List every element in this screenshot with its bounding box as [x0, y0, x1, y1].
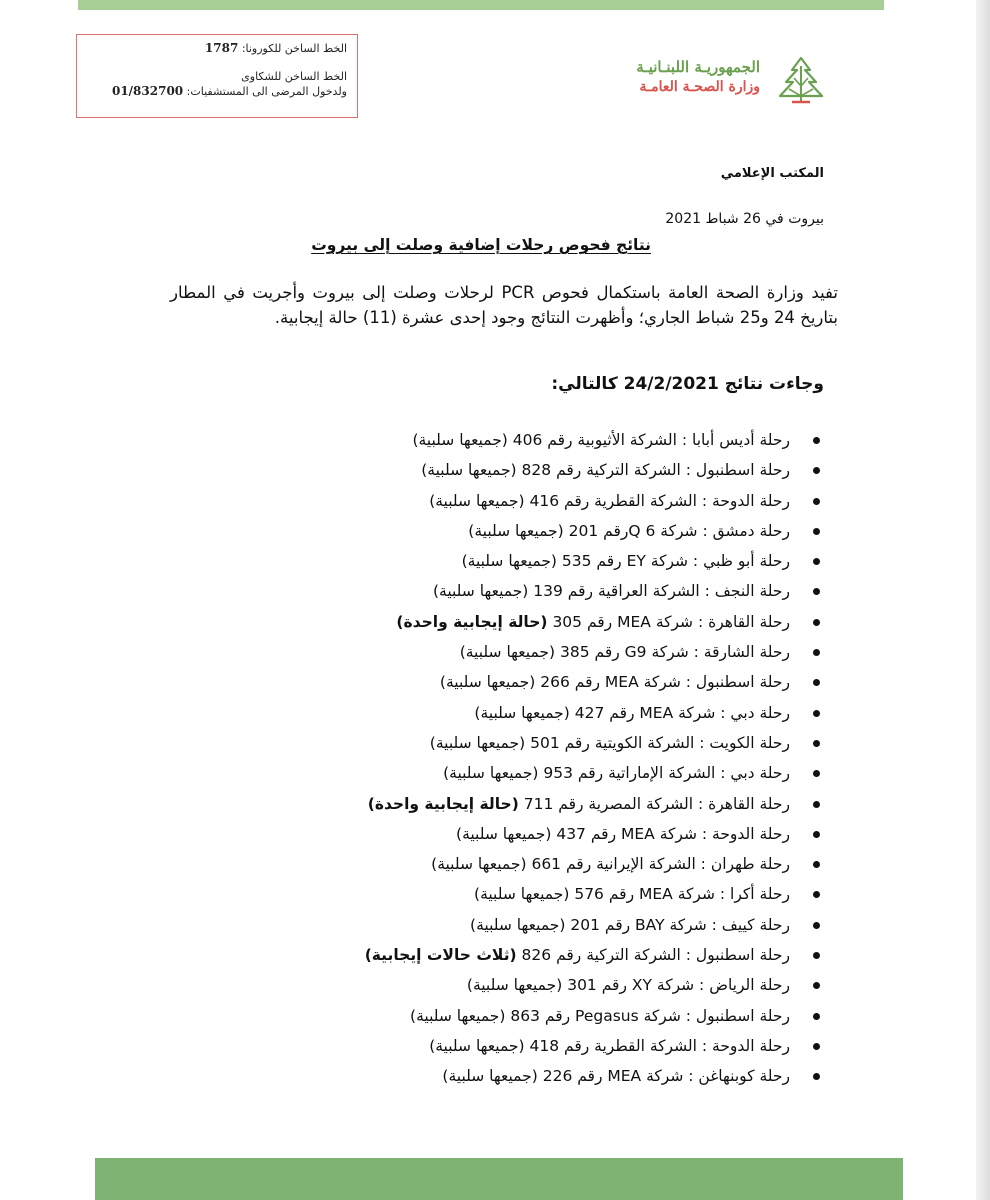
- document-date: بيروت في 26 شباط 2021: [665, 211, 824, 227]
- flight-result: (جميعها سلبية): [461, 552, 557, 571]
- media-office-label: المكتب الإعلامي: [720, 166, 824, 181]
- hotline-complaints-label: ولدخول المرضى الى المستشفيات:: [186, 85, 347, 98]
- bullet-icon: [813, 528, 820, 535]
- flight-result: (جميعها سلبية): [456, 824, 552, 843]
- bullet-icon: [813, 1073, 820, 1080]
- hotline-complaints-number: 01/832700: [111, 84, 184, 98]
- flight-result: (جميعها سلبية): [466, 976, 563, 995]
- flight-text: رحلة الشارقة : شركة G9 رقم 385: [560, 643, 790, 662]
- flight-result: (ثلاث حالات إيجابية): [364, 946, 517, 965]
- hotline-corona: [85, 41, 347, 56]
- flight-text: رحلة اسطنبول : الشركة التركية رقم 826: [521, 946, 790, 965]
- logo-line-republic: الجمهوريـة اللبنـانيـة: [636, 58, 760, 76]
- bullet-icon: [813, 437, 820, 444]
- flight-result: (حالة إيجابية واحدة): [367, 794, 519, 813]
- bullet-icon: [813, 891, 820, 898]
- flight-text: رحلة دبي : الشركة الإماراتية رقم 953: [543, 764, 790, 783]
- bullet-icon: [813, 770, 820, 777]
- page-edge-shadow: [976, 0, 990, 1200]
- bullet-icon: [813, 649, 820, 656]
- bullet-icon: [813, 861, 820, 868]
- flight-result: (جميعها سلبية): [412, 431, 508, 449]
- bottom-green-bar: [95, 1158, 903, 1200]
- flight-result: (جميعها سلبية): [474, 703, 570, 722]
- flight-item: [365, 758, 824, 788]
- flight-text: رحلة دبي : شركة MEA رقم 427: [574, 703, 790, 722]
- flight-item: [365, 455, 824, 485]
- logo-line-ministry: وزارة الصحـة العامـة: [639, 79, 760, 95]
- hotline-corona-label: الخط الساخن للكورونا:: [241, 42, 347, 55]
- flight-results-list: [365, 425, 824, 1092]
- flight-result: (جميعها سلبية): [429, 491, 525, 510]
- flight-result: (جميعها سلبية): [429, 1036, 525, 1055]
- bullet-icon: [813, 558, 820, 565]
- flight-text: رحلة الكويت : الشركة الكويتية رقم 501: [530, 733, 790, 752]
- flight-result: (جميعها سلبية): [443, 764, 539, 783]
- flight-item: [365, 940, 824, 970]
- cedar-tree-icon: [770, 56, 832, 108]
- flight-text: رحلة كييف : شركة BAY رقم 201: [570, 915, 790, 934]
- flight-item: [365, 728, 824, 758]
- flight-text: رحلة اسطنبول : الشركة التركية رقم 828: [521, 461, 790, 480]
- hotline-corona-number: 1787: [204, 41, 239, 55]
- flight-text: رحلة طهران : الشركة الإيرانية رقم 661: [531, 855, 790, 874]
- flight-text: رحلة الدوحة : الشركة القطرية رقم 418: [529, 1036, 790, 1055]
- flight-result: (جميعها سلبية): [410, 1006, 506, 1025]
- flight-item: [365, 607, 824, 637]
- flight-item: [365, 1061, 824, 1091]
- flight-text: رحلة النجف : الشركة العراقية رقم 139: [533, 582, 790, 601]
- top-green-bar: [78, 0, 884, 10]
- bullet-icon: [813, 679, 820, 686]
- flight-result: (جميعها سلبية): [432, 582, 529, 601]
- bullet-icon: [813, 831, 820, 838]
- intro-paragraph: تفيد وزارة الصحة العامة باستكمال فحوص PCR لرحلات وصلت إلى بيروت وأجريت في المطار بتاريخ 24 و25 شباط الجاري؛ وأظهرت النتائج وجود إحدى عشرة (11) حالة إيجابية.: [170, 283, 838, 327]
- flight-item: [365, 486, 824, 516]
- flight-text: رحلة اسطنبول : شركة Pegasus رقم 863: [510, 1006, 790, 1025]
- bullet-icon: [813, 952, 820, 959]
- flight-item: [365, 637, 824, 667]
- ministry-logo: [606, 58, 832, 104]
- bullet-icon: [813, 982, 820, 989]
- flight-result: (جميعها سلبية): [439, 673, 536, 692]
- flight-text: رحلة دمشق : شركة 6 Qرقم 201: [568, 521, 790, 540]
- hotline-complaints-line1: الخط الساخن للشكاوى: [241, 70, 347, 83]
- flight-item: [365, 789, 824, 819]
- flight-item: [365, 546, 824, 576]
- flight-item: [365, 516, 824, 546]
- flight-item: [365, 819, 824, 849]
- flight-item: [365, 1031, 824, 1061]
- bullet-icon: [813, 1043, 820, 1050]
- flight-text: رحلة أديس أبابا : الشركة الأثيوبية رقم 406: [512, 431, 790, 449]
- document-title: نتائج فحوص رحلات إضافية وصلت إلى بيروت: [311, 236, 651, 254]
- flight-item: [365, 425, 824, 455]
- flight-item: [365, 576, 824, 606]
- flight-result: (حالة إيجابية واحدة): [396, 612, 548, 631]
- bullet-icon: [813, 740, 820, 747]
- hotline-box: [76, 34, 358, 118]
- flight-text: رحلة كوبنهاغن : شركة MEA رقم 226: [542, 1067, 790, 1086]
- flight-item: [365, 910, 824, 940]
- flight-text: رحلة اسطنبول : شركة MEA رقم 266: [540, 673, 790, 692]
- bullet-icon: [813, 588, 820, 595]
- flight-result: (جميعها سلبية): [459, 643, 556, 662]
- flight-result: (جميعها سلبية): [431, 855, 527, 874]
- results-heading: وجاءت نتائج 24/2/2021 كالتالي:: [551, 374, 824, 394]
- flight-text: رحلة الرياض : شركة XY رقم 301: [567, 976, 790, 995]
- flight-item: [365, 1001, 824, 1031]
- flight-text: رحلة أبو ظبي : شركة EY رقم 535: [561, 552, 790, 571]
- flight-text: رحلة الدوحة : شركة MEA رقم 437: [556, 824, 790, 843]
- flight-item: [365, 667, 824, 697]
- bullet-icon: [813, 498, 820, 505]
- flight-result: (جميعها سلبية): [470, 915, 566, 934]
- bullet-icon: [813, 1013, 820, 1020]
- flight-text: رحلة القاهرة : شركة MEA رقم 305: [552, 612, 790, 631]
- flight-item: [365, 849, 824, 879]
- bullet-icon: [813, 619, 820, 626]
- flight-item: [365, 879, 824, 909]
- flight-result: (جميعها سلبية): [474, 885, 570, 904]
- logo-text: [636, 58, 760, 97]
- flight-result: (جميعها سلبية): [468, 521, 564, 540]
- hotline-complaints-line2: [85, 84, 347, 99]
- bullet-icon: [813, 801, 820, 808]
- flight-result: (جميعها سلبية): [442, 1067, 538, 1086]
- bullet-icon: [813, 710, 820, 717]
- flight-item: [365, 698, 824, 728]
- flight-result: (جميعها سلبية): [421, 461, 517, 480]
- flight-text: رحلة القاهرة : الشركة المصرية رقم 711: [523, 794, 790, 813]
- bullet-icon: [813, 922, 820, 929]
- flight-text: رحلة أكرا : شركة MEA رقم 576: [574, 885, 790, 904]
- flight-item: [365, 970, 824, 1000]
- flight-text: رحلة الدوحة : الشركة القطرية رقم 416: [529, 491, 790, 510]
- bullet-icon: [813, 467, 820, 474]
- flight-result: (جميعها سلبية): [429, 733, 526, 752]
